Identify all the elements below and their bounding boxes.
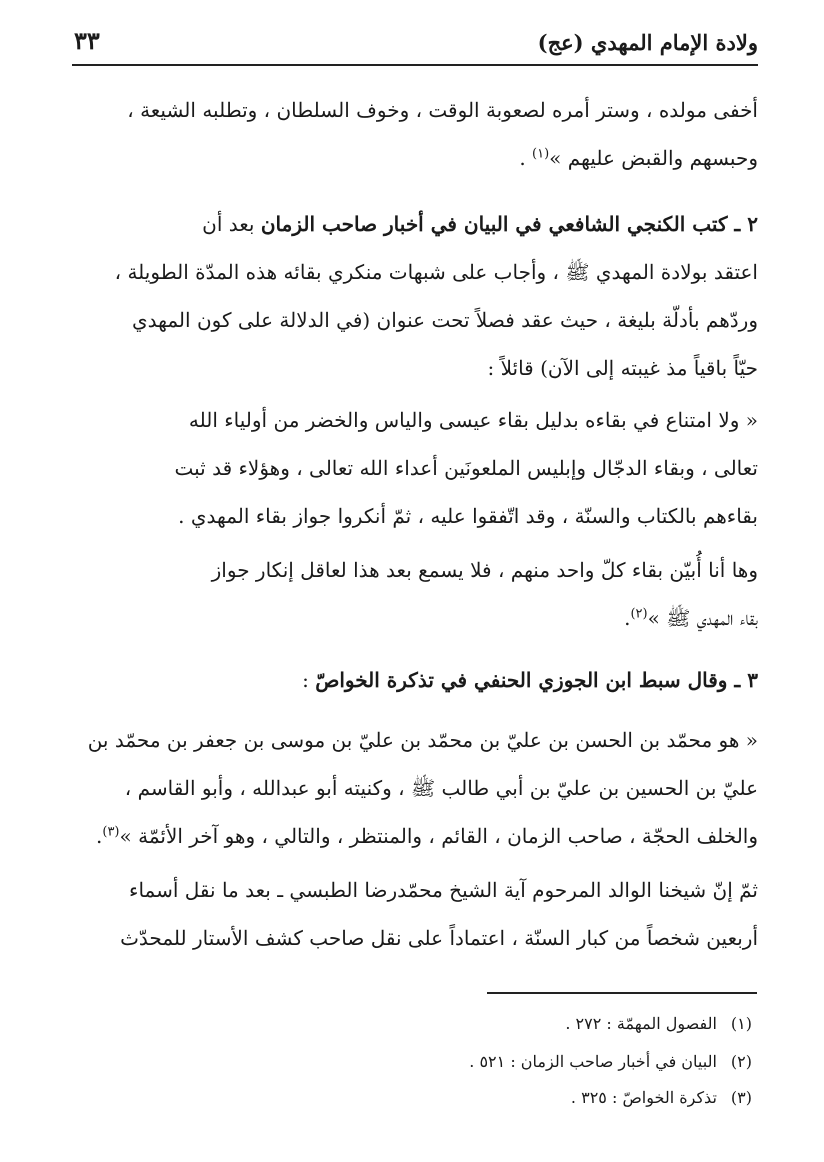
book-title: البيان في أخبار صاحب الزمان — [260, 212, 509, 236]
text-line: ثمّ إنّ شيخنا الوالد المرحوم آية الشيخ محمّدرضا الطبسي ـ بعد ما نقل أسماء — [129, 878, 758, 902]
item-number: ٢ ـ كتب الكنجي الشافعي في — [508, 212, 758, 236]
text-line: عليّ بن الحسين بن عليّ بن أبي طالب ﷺ ، وكنيته أبو عبدالله ، وأبو القاسم ، — [124, 776, 758, 800]
text-line: وردّهم بأدلّة بليغة ، حيث عقد فصلاً تحت عنوان (في الدلالة على كون المهدي — [132, 308, 758, 332]
paragraph-4 — [72, 546, 758, 642]
footnote-divider — [487, 992, 757, 994]
text-line: اعتقد بولادة المهدي ﷺ ، وأجاب على شبهات منكري بقائه هذه المدّة الطويلة ، — [114, 260, 758, 284]
paragraph-5 — [72, 656, 758, 704]
footnote-ref: (١) — [532, 146, 550, 162]
footnote-number: (٣) — [730, 1088, 752, 1107]
text-line — [72, 656, 758, 704]
text-line: وها أنا أُبيّن بقاء كلّ واحد منهم ، فلا يسمع بعد هذا لعاقل إنكار جواز — [211, 558, 758, 582]
footnote-ref: (٣) — [102, 824, 120, 840]
text-line — [72, 134, 758, 182]
footnote-text: تذكرة الخواصّ : ٣٢٥ . — [570, 1088, 717, 1107]
paragraph-2 — [72, 200, 758, 392]
footnote-item — [332, 1088, 752, 1107]
footnote-item — [332, 1052, 752, 1071]
paragraph-1 — [72, 86, 758, 182]
page-number: ٣٣ — [74, 26, 100, 55]
item-number: ٣ ـ وقال سبط ابن الجوزي الحنفي في — [433, 668, 758, 692]
paragraph-6 — [72, 716, 758, 860]
text-line — [72, 200, 758, 248]
text-span: . — [96, 824, 103, 848]
text-line — [72, 594, 758, 642]
paragraph-3 — [72, 396, 758, 540]
running-header — [72, 24, 758, 66]
footnote-text: البيان في أخبار صاحب الزمان : ٥٢١ . — [469, 1052, 717, 1071]
text-line: حيّاً باقياً مذ غيبته إلى الآن) قائلاً : — [487, 356, 758, 380]
text-span: بقاء المهدي ﷺ » — [647, 606, 758, 630]
footnote-ref: (٢) — [630, 606, 648, 622]
paragraph-7 — [72, 866, 758, 962]
text-span: بعد أن — [202, 212, 261, 236]
text-line: « هو محمّد بن الحسن بن عليّ بن محمّد بن عليّ بن موسى بن جعفر بن محمّد بن — [87, 728, 758, 752]
footnote-number: (٢) — [730, 1052, 752, 1071]
text-span: : — [302, 668, 316, 692]
text-line: تعالى ، وبقاء الدجّال وإبليس الملعونَين أعداء الله تعالى ، وهؤلاء قد ثبت — [174, 456, 758, 480]
text-span: . — [624, 606, 631, 630]
text-line: أربعين شخصاً من كبار السنّة ، اعتماداً على نقل صاحب كشف الأستار للمحدّث — [120, 926, 758, 950]
footnote-number: (١) — [730, 1014, 752, 1033]
footnote-text: الفصول المهمّة : ٢٧٢ . — [565, 1014, 717, 1033]
footnote-item — [332, 1014, 752, 1033]
text-line: بقاءهم بالكتاب والسنّة ، وقد اتّفقوا عليه ، ثمّ أنكروا جواز بقاء المهدي . — [178, 504, 758, 528]
text-line — [72, 812, 758, 860]
text-span: والخلف الحجّة ، صاحب الزمان ، القائم ، والمنتظر ، والتالي ، وهو آخر الأئمّة » — [119, 824, 758, 848]
text-line: « ولا امتناع في بقاءه بدليل بقاء عيسى والياس والخضر من أولياء الله — [188, 408, 758, 432]
text-span: وحبسهم والقبض عليهم » — [549, 146, 758, 170]
text-span: . — [519, 146, 533, 170]
text-line: أخفى مولده ، وستر أمره لصعوبة الوقت ، وخوف السلطان ، وتطلبه الشيعة ، — [127, 98, 758, 122]
book-title: تذكرة الخواصّ — [315, 668, 434, 692]
running-title: ولادة الإمام المهدي (عج) — [537, 30, 758, 55]
